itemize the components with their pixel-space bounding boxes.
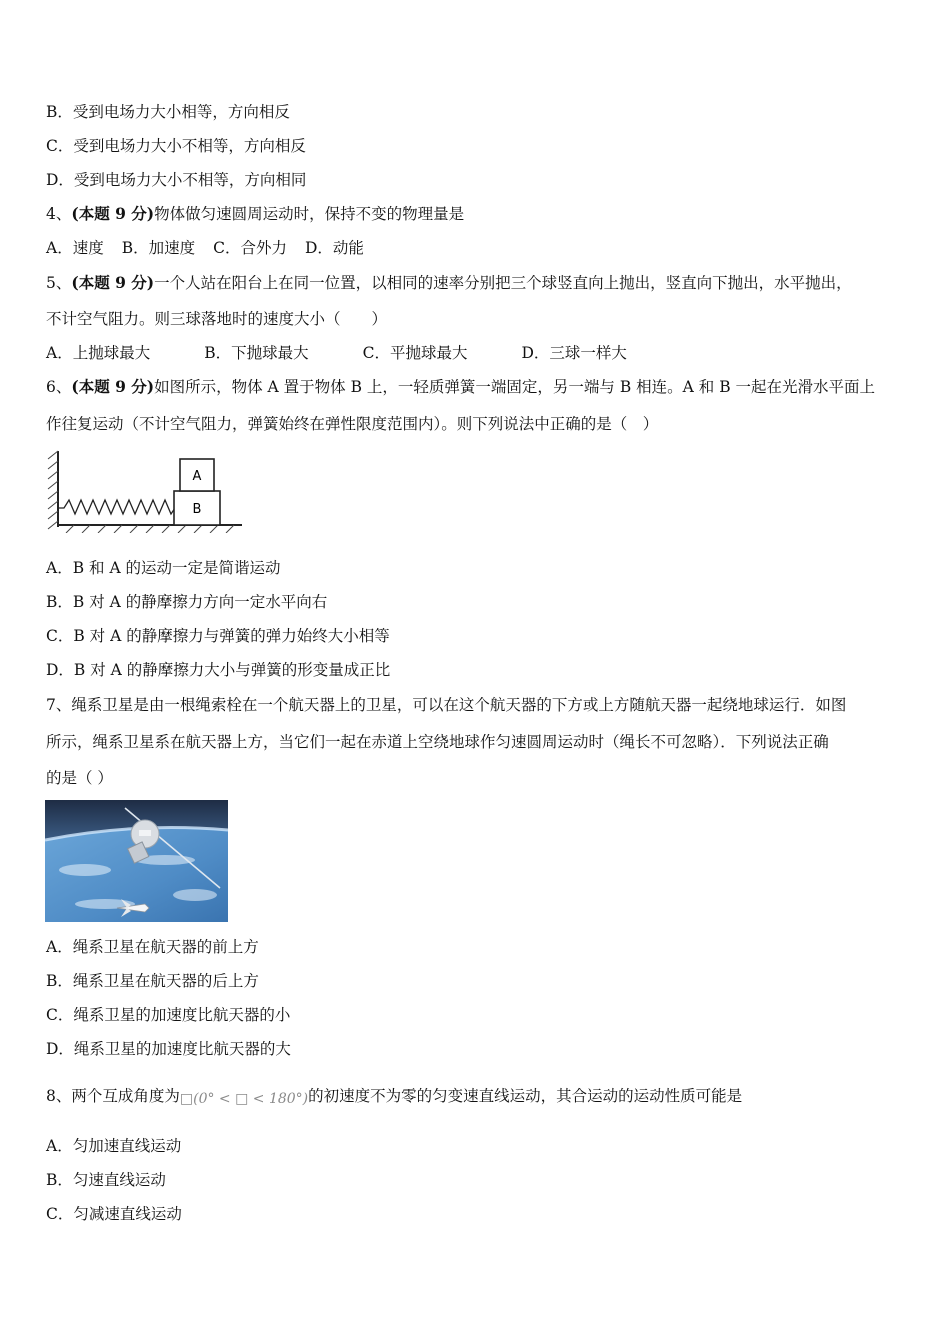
q3-option-b: B．受到电场力大小相等，方向相反	[46, 103, 290, 121]
q7-option-a: A．绳系卫星在航天器的前上方	[46, 938, 259, 956]
q4-text: 物体做匀速圆周运动时，保持不变的物理量是	[154, 205, 465, 223]
q4-option-c: C．合外力	[213, 239, 287, 257]
q6-option-d: D．B 对 A 的静摩擦力大小与弹簧的形变量成正比	[46, 661, 391, 679]
q8-stem	[46, 1086, 742, 1109]
q4-option-d: D．动能	[304, 239, 364, 257]
q5-stem-line1	[46, 273, 852, 293]
q5-text1: 一个人站在阳台上在同一位置，以相同的速率分别把三个球竖直向上抛出，竖直向下抛出，水平抛出，	[154, 274, 852, 292]
angle-formula: □(0° < □ < 180°)	[179, 1091, 309, 1107]
q3-option-d: D．受到电场力大小不相等，方向相同	[46, 171, 307, 189]
q4-options	[46, 238, 364, 258]
q7-option-c: C．绳系卫星的加速度比航天器的小	[46, 1006, 291, 1024]
q8-text-pre: 8、两个互成角度为	[46, 1087, 180, 1105]
q8-option-a: A．匀加速直线运动	[46, 1137, 182, 1155]
q6-option-a: A．B 和 A 的运动一定是简谐运动	[46, 559, 281, 577]
q7-option-d: D．绳系卫星的加速度比航天器的大	[46, 1040, 291, 1058]
q7-stem-line3: 的是（ ）	[46, 769, 113, 787]
q3-option-c: C．受到电场力大小不相等，方向相反	[46, 137, 306, 155]
q6-text1: 如图所示，物体 A 置于物体 B 上，一轻质弹簧一端固定，另一端与 B 相连。A 和 B 一起在光滑水平面上	[154, 378, 876, 396]
spring	[58, 500, 175, 514]
q8-option-b: B．匀速直线运动	[46, 1171, 166, 1189]
q4-option-a: A．速度	[46, 239, 104, 257]
q5-option-c: C．平抛球最大	[362, 344, 468, 362]
q5-option-a: A．上抛球最大	[46, 344, 151, 362]
q4-score-tag: (本题 9 分)	[71, 204, 155, 223]
q6-option-b: B．B 对 A 的静摩擦力方向一定水平向右	[46, 593, 328, 611]
q5-option-d: D．三球一样大	[521, 344, 627, 362]
q4-number: 4、	[46, 205, 72, 223]
q7-stem-line2: 所示，绳系卫星系在航天器上方，当它们一起在赤道上空绕地球作匀速圆周运动时（绳长不可忽略）．下列说法正确	[46, 733, 829, 751]
q7-stem-line1: 7、绳系卫星是由一根绳索栓在一个航天器上的卫星，可以在这个航天器的下方或上方随航天器一起绕地球运行．如图	[46, 696, 847, 714]
spring-block-diagram	[44, 447, 244, 533]
q5-option-b: B．下抛球最大	[204, 344, 309, 362]
q6-stem-line2: 作往复运动（不计空气阻力，弹簧始终在弹性限度范围内）。则下列说法中正确的是（ ）	[46, 415, 659, 433]
q5-number: 5、	[46, 274, 72, 292]
block-a-label: A	[192, 469, 202, 484]
q6-stem-line1	[46, 377, 875, 397]
q4-option-b: B．加速度	[121, 239, 196, 257]
tethered-satellite-photo	[45, 800, 228, 922]
q8-option-c: C．匀减速直线运动	[46, 1205, 182, 1223]
q6-number: 6、	[46, 378, 72, 396]
q6-score-tag: (本题 9 分)	[71, 377, 155, 396]
q4-stem	[46, 204, 464, 224]
q5-options	[46, 343, 627, 363]
q6-option-c: C．B 对 A 的静摩擦力与弹簧的弹力始终大小相等	[46, 627, 390, 645]
q8-text-post: 的初速度不为零的匀变速直线运动，其合运动的运动性质可能是	[308, 1087, 743, 1105]
block-b-label: B	[192, 502, 202, 517]
q5-stem-line2: 不计空气阻力。则三球落地时的速度大小（ ）	[46, 310, 388, 328]
q7-option-b: B．绳系卫星在航天器的后上方	[46, 972, 259, 990]
q5-score-tag: (本题 9 分)	[71, 273, 155, 292]
